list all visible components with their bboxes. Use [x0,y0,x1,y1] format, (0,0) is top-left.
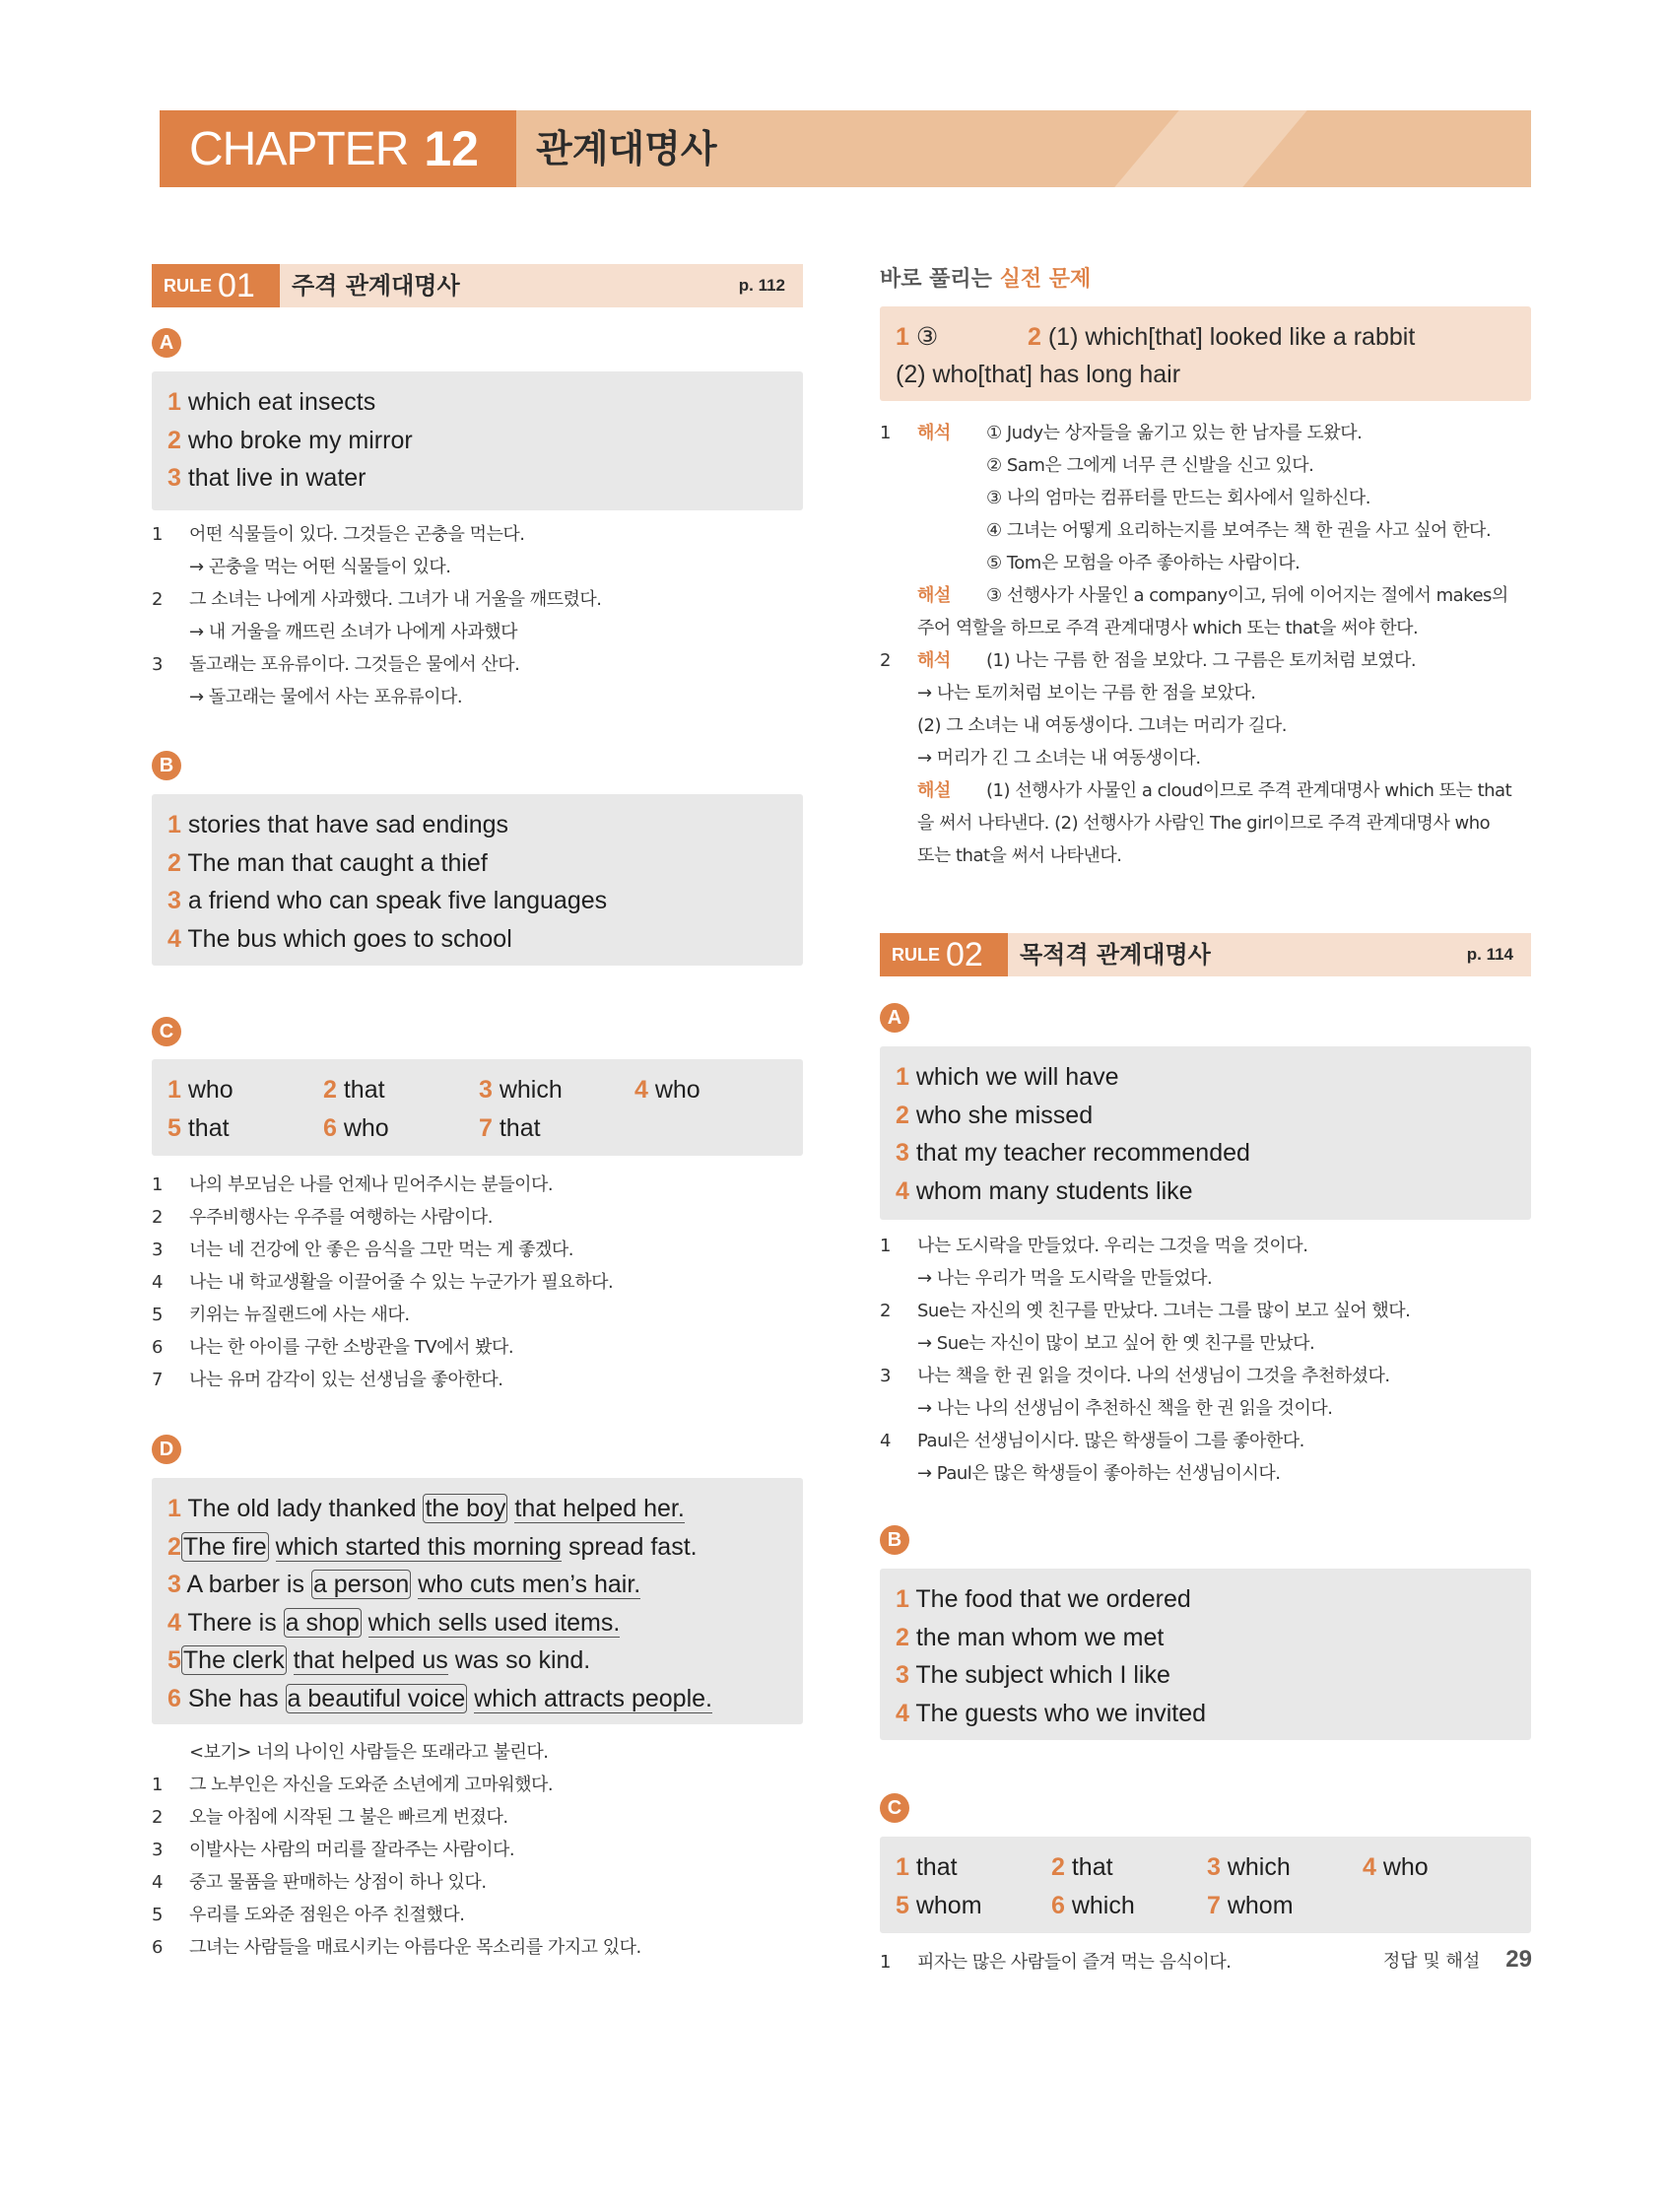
answer-number: 7 [1207,1891,1221,1919]
explanation-text: → 돌고래는 물에서 사는 포유류이다. [189,687,463,707]
section-a-badge: A [880,1003,909,1033]
answer-text: A barber is [180,1571,311,1598]
antecedent-box: a shop [285,1608,360,1637]
answer-cell [1051,1848,1207,1887]
explanation-text: → 나는 토끼처럼 보이는 구름 한 점을 보았다. [917,683,1256,704]
relative-clause: who cuts men’s hair. [418,1571,641,1598]
explanation-text: → Paul은 많은 학생들이 좋아하는 선생님이시다. [917,1463,1281,1484]
explanation-number: 2 [880,650,891,671]
explanation-number: 3 [152,654,163,675]
explanation-line [152,1834,803,1866]
explanation-line [880,1392,1531,1425]
answer-text: which eat insects [180,388,376,416]
answer-number: 4 [634,1076,648,1104]
explanation-text: 오늘 아침에 시작된 그 불은 빠르게 번졌다. [189,1807,508,1828]
explanation-text: Sue는 자신의 옛 친구를 만났다. 그녀는 그를 많이 보고 싶어 했다. [917,1301,1411,1321]
answer-line [896,1058,1515,1097]
answer-line [167,383,787,422]
rule-02-title: 목적격 관계대명사 [1020,941,1211,969]
explanation-line [880,774,1531,807]
explanation-line [880,677,1531,709]
answer-text: that [180,1113,230,1142]
answer-number: 4 [167,924,181,953]
answer-line [167,1642,787,1680]
answer-text: who she missed [908,1101,1094,1129]
answer-text: The guests who we invited [908,1699,1207,1727]
explanation-number: 3 [152,1240,163,1260]
explanation-line [152,1331,803,1364]
explanation-tag: 해석 [917,423,951,443]
answer-text: that my teacher recommended [908,1139,1250,1167]
answer-text: The old lady thanked [180,1495,424,1522]
explanation-line [880,1262,1531,1295]
relative-clause: that helped her. [514,1495,685,1522]
explanation-line [152,1866,803,1899]
explanation-text: 또는 that을 써서 나타낸다. [917,845,1122,866]
antecedent-box: The fire [182,1532,267,1561]
rule-word: RULE [892,944,940,965]
explanation-text: (1) 선행사가 사물인 a cloud이므로 주격 관계대명사 which 또는 that [986,780,1512,801]
explanation-number: 1 [152,1174,163,1195]
chapter-label [152,110,516,187]
chapter-word: CHAPTER [189,122,409,175]
answer-cell [323,1071,479,1109]
answer-text: who [1375,1853,1429,1881]
explanation-line [880,1457,1531,1490]
answer-text: (1) which[that] looked like a rabbit [1040,323,1416,351]
explanation-text: 나는 유머 감각이 있는 선생님을 좋아한다. [189,1370,503,1390]
rule-01-page: p. 112 [738,276,785,295]
explanation-text: 나는 한 아이를 구한 소방관을 TV에서 봤다. [189,1337,514,1358]
relative-clause: which started this morning [275,1532,563,1561]
answer-text: who broke my mirror [180,426,413,454]
answer-line [167,1528,787,1567]
explanation-number: 1 [880,423,891,443]
rule-02-a-explanations [880,1230,1531,1490]
explanation-number: 2 [152,1207,163,1228]
answer-grid [896,1848,1515,1924]
explanation-line [880,807,1531,839]
explanation-number: 3 [880,1366,891,1386]
explanation-text: 나는 내 학교생활을 이끌어줄 수 있는 누군가가 필요하다. [189,1272,614,1293]
relative-clause: which attracts people. [474,1684,712,1712]
answer-number: 2 [1051,1853,1065,1881]
explanation-number: 2 [880,1301,891,1321]
answer-text: spread fast. [562,1532,698,1561]
answer-cell [1207,1887,1363,1925]
explanation-text: 그 노부인은 자신을 도와준 소년에게 고마워했다. [189,1775,554,1795]
antecedent-box: the boy [425,1495,506,1522]
answer-number: 1 [896,1585,909,1613]
explanation-number: 1 [152,524,163,545]
section-d-badge: D [152,1435,181,1464]
explanation-line [152,681,803,713]
answer-text: a friend who can speak five languages [180,887,608,914]
answer-text: ③ [908,323,939,351]
explanation-number: 1 [880,1236,891,1256]
answer-number: 2 [1028,323,1041,351]
explanation-line [152,1266,803,1299]
answer-number: 1 [896,323,909,351]
rule-01-d-explanations [152,1769,803,1964]
explanation-tag: 해설 [917,585,951,606]
header-stripe [1114,110,1306,187]
answer-number: 3 [167,1571,181,1598]
explanation-number: 4 [880,1431,891,1451]
explanation-text: (2) 그 소녀는 내 여동생이다. 그녀는 머리가 길다. [917,715,1287,736]
answer-number: 3 [479,1076,493,1104]
explanation-text: 그녀는 사람들을 매료시키는 아름다운 목소리를 가지고 있다. [189,1937,641,1958]
answer-text: whom many students like [908,1176,1193,1205]
answer-text: (2) who[that] has long hair [896,361,1181,388]
explanation-line [152,616,803,648]
chapter-header [152,110,1531,187]
answer-text: the man whom we met [908,1623,1165,1651]
explanation-number: 3 [152,1840,163,1860]
answer-cell [479,1109,634,1148]
rule-02-b-answers [880,1569,1531,1740]
answer-number: 1 [896,1853,909,1881]
answer-number: 5 [896,1891,909,1919]
answer-text: that [492,1113,541,1142]
practice-title-accent: 실전 문제 [999,267,1092,292]
page-number: 29 [1505,1946,1532,1973]
answer-line [167,806,787,844]
explanation-text: → 내 거울을 깨뜨린 소녀가 나에게 사과했다 [189,622,518,642]
explanation-text: ④ 그녀는 어떻게 요리하는지를 보여주는 책 한 권을 사고 싶어 한다. [986,520,1492,541]
answer-cell [167,1071,323,1109]
answer-text: that [1064,1853,1113,1881]
rule-01-c-explanations [152,1169,803,1396]
explanation-line [880,612,1531,644]
explanation-text: ① Judy는 상자들을 옮기고 있는 한 남자를 도왔다. [986,423,1363,443]
rule-01-c-answers [152,1059,803,1156]
rule-02-header [880,933,1531,976]
explanation-number: 7 [152,1370,163,1390]
answer-grid [167,1071,787,1147]
answer-number: 7 [479,1113,493,1142]
explanation-text: 그 소녀는 나에게 사과했다. 그녀가 내 거울을 깨뜨렸다. [189,589,602,610]
rule-02-a-answers [880,1046,1531,1220]
rule-01-a-answers [152,371,803,510]
explanation-number: 6 [152,1337,163,1358]
answer-number: 5 [167,1646,181,1674]
relative-clause: which sells used items. [367,1608,621,1637]
answer-text: which [1220,1853,1291,1881]
explanation-number: 1 [880,1952,891,1973]
rule-01-a-explanations [152,518,803,713]
practice-explanations [880,417,1531,872]
answer-text: The man that caught a thief [180,848,488,877]
answer-line [896,1656,1515,1695]
explanation-number: 5 [152,1305,163,1325]
explanation-text: 나는 책을 한 권 읽을 것이다. 나의 선생님이 그것을 추천하셨다. [917,1366,1390,1386]
practice-answer-box [880,306,1531,401]
answer-text: stories that have sad endings [180,811,509,838]
answer-number: 3 [896,1661,909,1689]
answer-number: 2 [896,1623,909,1651]
explanation-line [152,648,803,681]
answer-text: was so kind. [447,1646,591,1674]
answer-number: 4 [1363,1853,1376,1881]
explanation-text: ⑤ Tom은 모험을 아주 좋아하는 사람이다. [986,553,1301,573]
answer-cell [479,1071,634,1109]
explanation-line [152,1931,803,1964]
answer-number: 4 [896,1699,909,1727]
explanation-number: 4 [152,1872,163,1893]
rule-01-d-example [152,1736,803,1769]
answer-number: 1 [167,811,181,838]
explanation-line [880,709,1531,742]
explanation-line [152,1234,803,1266]
answer-text: that [336,1076,385,1104]
explanation-line [880,1230,1531,1262]
explanation-number: 1 [152,1775,163,1795]
answer-cell [323,1109,479,1148]
explanation-text: 우주비행사는 우주를 여행하는 사람이다. [189,1207,493,1228]
answer-text: The subject which I like [908,1661,1170,1689]
answer-number: 2 [167,426,181,454]
explanation-line [152,551,803,583]
answer-number: 4 [167,1608,181,1637]
answer-number: 1 [896,1063,909,1091]
explanation-tag: 해석 [917,650,951,671]
rule-01-header [152,264,803,307]
explanation-number: 6 [152,1937,163,1958]
explanation-text: 주어 역할을 하므로 주격 관계대명사 which 또는 that을 써야 한다. [917,618,1419,638]
answer-number: 2 [167,848,181,877]
explanation-line [880,514,1531,547]
explanation-number: 4 [152,1272,163,1293]
practice-title [880,262,1091,293]
explanation-text: 돌고래는 포유류이다. 그것들은 물에서 산다. [189,654,520,675]
answer-text: The bus which goes to school [180,924,512,953]
answer-line [896,1695,1515,1733]
answer-cell [1363,1848,1518,1887]
example-line: <보기> 너의 나이인 사람들은 또래라고 불린다. [189,1742,549,1763]
answer-line [167,844,787,883]
explanation-text: ③ 나의 엄마는 컴퓨터를 만드는 회사에서 일하신다. [986,488,1370,508]
answer-number: 2 [167,1532,181,1561]
antecedent-box: The clerk [182,1646,285,1674]
rule-02-label [880,933,1008,976]
explanation-text: → 곤충을 먹는 어떤 식물들이 있다. [189,557,451,577]
answer-number: 6 [167,1684,181,1712]
section-a-badge: A [152,328,181,358]
section-b-badge: B [880,1525,909,1555]
explanation-line [880,417,1531,449]
answer-cell [896,1887,1051,1925]
answer-number: 1 [167,388,181,416]
answer-cell [167,1109,323,1148]
answer-number: 6 [1051,1891,1065,1919]
explanation-text: 키위는 뉴질랜드에 사는 새다. [189,1305,410,1325]
explanation-line [152,1801,803,1834]
answer-number: 3 [896,1139,909,1167]
explanation-tag: 해설 [917,780,951,801]
chapter-title: 관계대명사 [536,127,717,170]
answer-line [896,1619,1515,1657]
answer-text: She has [180,1684,286,1712]
explanation-text: 어떤 식물들이 있다. 그것들은 곤충을 먹는다. [189,524,525,545]
explanation-text: 너는 네 건강에 안 좋은 음식을 그만 먹는 게 좋겠다. [189,1240,573,1260]
answer-number: 1 [167,1076,181,1104]
explanation-text: 을 써서 나타낸다. (2) 선행사가 사람인 The girl이므로 주격 관계대명사 who [917,813,1491,834]
explanation-line [152,1299,803,1331]
answer-text: which [1064,1891,1135,1919]
antecedent-box: a person [312,1571,410,1598]
answer-number: 3 [1207,1853,1221,1881]
answer-line [896,1134,1515,1173]
explanation-line [880,449,1531,482]
section-c-badge: C [152,1017,181,1046]
answer-number: 5 [167,1113,181,1142]
explanation-line [880,1425,1531,1457]
antecedent-box: a beautiful voice [287,1684,466,1712]
relative-clause: that helped us [293,1646,448,1674]
explanation-line [152,1899,803,1931]
explanation-line [152,518,803,551]
section-b-badge: B [152,751,181,780]
answer-line [167,1604,787,1642]
explanation-text: 나는 도시락을 만들었다. 우리는 그것을 먹을 것이다. [917,1236,1308,1256]
answer-line [167,1490,787,1528]
answer-number: 3 [167,887,181,914]
explanation-text: 이발사는 사람의 머리를 잘라주는 사람이다. [189,1840,515,1860]
answer-line [167,459,787,498]
answer-number: 3 [167,464,181,492]
answer-line [896,1097,1515,1135]
answer-text: There is [180,1608,284,1637]
explanation-number: 2 [152,589,163,610]
explanation-text: (1) 나는 구름 한 점을 보았다. 그 구름은 토끼처럼 보였다. [986,650,1417,671]
answer-text: which we will have [908,1063,1119,1091]
explanation-text: Paul은 선생님이시다. 많은 학생들이 그를 좋아한다. [917,1431,1304,1451]
explanation-text: 피자는 많은 사람들이 즐겨 먹는 음식이다. [917,1952,1232,1973]
explanation-line [880,839,1531,872]
answer-line [167,422,787,460]
explanation-line [880,547,1531,579]
explanation-number: 5 [152,1905,163,1925]
explanation-text: → 머리가 긴 그 소녀는 내 여동생이다. [917,748,1201,769]
rule-02-page: p. 114 [1466,945,1513,964]
explanation-line [152,1769,803,1801]
explanation-text: ② Sam은 그에게 너무 큰 신발을 신고 있다. [986,455,1314,476]
rule-01-label [152,264,280,307]
rule-number: 01 [218,267,255,304]
answer-number: 2 [896,1101,909,1129]
explanation-number: 2 [152,1807,163,1828]
answer-line [167,882,787,920]
explanation-text: 나의 부모님은 나를 언제나 믿어주시는 분들이다. [189,1174,554,1195]
explanation-text: → 나는 우리가 먹을 도시락을 만들었다. [917,1268,1213,1289]
answer-text: who [336,1113,389,1142]
answer-text: who [647,1076,701,1104]
explanation-text: ③ 선행사가 사물인 a company이고, 뒤에 이어지는 절에서 makes의 [986,585,1508,606]
explanation-line [880,742,1531,774]
rule-01-d-answers [152,1478,803,1724]
answer-number: 2 [323,1076,337,1104]
answer-cell [896,1848,1051,1887]
explanation-text: 중고 물품을 판매하는 상점이 하나 있다. [189,1872,487,1893]
explanation-line [880,482,1531,514]
answer-cell [634,1071,790,1109]
answer-text: who [180,1076,234,1104]
explanation-line [880,644,1531,677]
explanation-line [880,1295,1531,1327]
rule-01-title: 주격 관계대명사 [292,272,460,300]
answer-text: which [492,1076,563,1104]
explanation-line [152,583,803,616]
answer-cell [1207,1848,1363,1887]
answer-line [167,1566,787,1604]
practice-title-prefix: 바로 풀리는 [880,267,1000,292]
explanation-line [152,1201,803,1234]
answer-cell [1051,1887,1207,1925]
rule-01-b-answers [152,794,803,966]
page-footer [1383,1946,1532,1974]
explanation-line [880,1327,1531,1360]
answer-text: whom [1220,1891,1294,1919]
answer-text: that [908,1853,958,1881]
explanation-text: → Sue는 자신이 많이 보고 싶어 한 옛 친구를 만났다. [917,1333,1315,1354]
footer-label: 정답 및 해설 [1382,1951,1481,1972]
answer-text: whom [908,1891,982,1919]
explanation-line [152,1364,803,1396]
explanation-line [152,1169,803,1201]
chapter-number: 12 [424,121,479,176]
answer-number: 6 [323,1113,337,1142]
explanation-line [880,579,1531,612]
explanation-line [880,1360,1531,1392]
answer-line [167,1680,787,1718]
section-c-badge: C [880,1793,909,1823]
explanation-text: 우리를 도와준 점원은 아주 친절했다. [189,1905,465,1925]
answer-text: that live in water [180,464,367,492]
rule-number: 02 [946,936,983,973]
answer-text: The food that we ordered [908,1585,1191,1613]
answer-number: 4 [896,1176,909,1205]
answer-line [896,1580,1515,1619]
rule-02-c-answers [880,1837,1531,1933]
answer-line [167,920,787,959]
header-notch-left [152,110,160,187]
answer-number: 1 [167,1495,181,1522]
answer-line [896,1173,1515,1211]
explanation-text: → 나는 나의 선생님이 추천하신 책을 한 권 읽을 것이다. [917,1398,1333,1419]
rule-word: RULE [164,275,212,296]
